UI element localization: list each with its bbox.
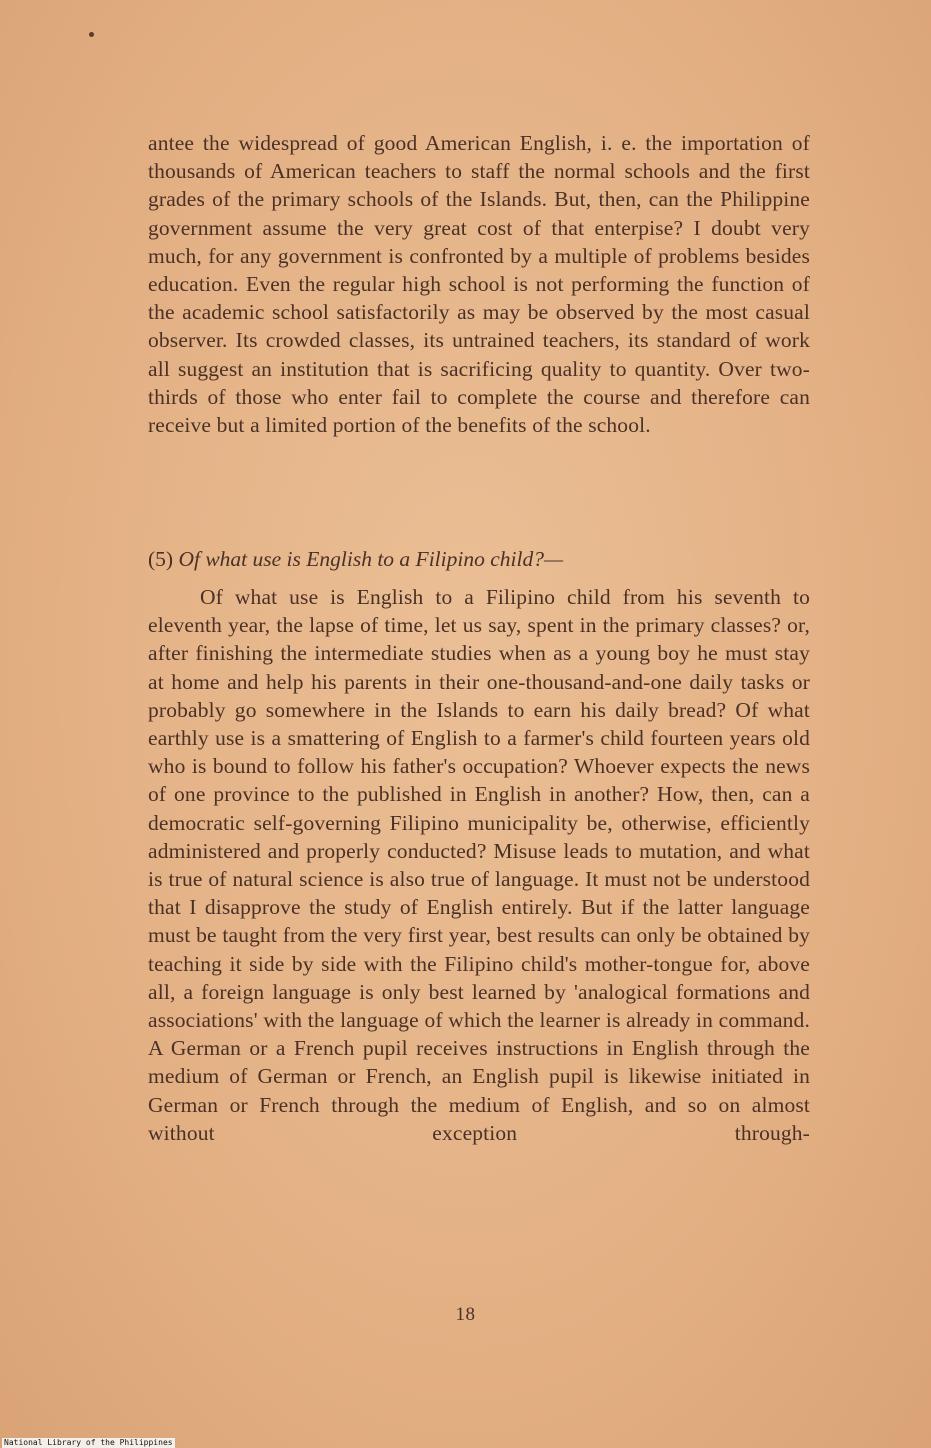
library-credit: National Library of the Philippines <box>4 1438 173 1447</box>
body-paragraph-2 <box>148 583 810 1293</box>
ink-speck <box>89 32 94 37</box>
paragraph-text: antee the widespread of good American English, i. e. the importation of thousands of American teachers to staff the normal schools and the first grades of the primary schools of the Islands. But, then, can the Philippine government assume the very great cost of that enterpise? I doubt very much, for any government is confronted by a multiple of problems besides education. Even the regular high school is not performing the function of the academic school satisfactorily as may be observed by the most casual observer. Its crowded classes, its untrained teachers, its standard of work all suggest an institution that is sacrificing quality to quantity. Over two-thirds of those who enter fail to complete the course and therefore can receive but a limited portion of the benefits of the school. <box>148 131 810 438</box>
section-question: Of what use is English to a Filipino child?— <box>178 547 564 571</box>
section-number: (5) <box>148 547 174 571</box>
paragraph-text: Of what use is English to a Filipino child from his seventh to eleventh year, the lapse of time, let us say, spent in the primary classes? or, after finishing the intermediate studies when as a young boy he must stay at home and help his parents in their one-thousand-and-one daily tasks or probably go somewhere in the Islands to earn his daily bread? Of what earthly use is a smattering of English to a farmer's child fourteen years old who is bound to follow his father's occupation? Whoever expects the news of one province to the published in English in another? How, then, can a democratic self-governing Filipino municipality be, otherwise, efficiently administered and properly conducted? Misuse leads to mutation, and what is true of natural science is also true of language. It must not be understood that I disapprove the study of English entirely. But if the latter language must be taught from the very first year, best results can only be obtained by teaching it side by side with the Filipino child's mother-tongue for, above all, a foreign language is only best learned by 'analogical formations and associations' with the language of which the learner is already in command. A German or a French pupil receives instructions in English through the medium of German or French, an English pupil is likewise initiated in German or French through the medium of English, and so on almost without exception through- <box>148 585 810 1145</box>
page-number: 18 <box>455 1304 476 1325</box>
body-paragraph-1 <box>148 129 810 529</box>
section-heading <box>148 545 810 573</box>
